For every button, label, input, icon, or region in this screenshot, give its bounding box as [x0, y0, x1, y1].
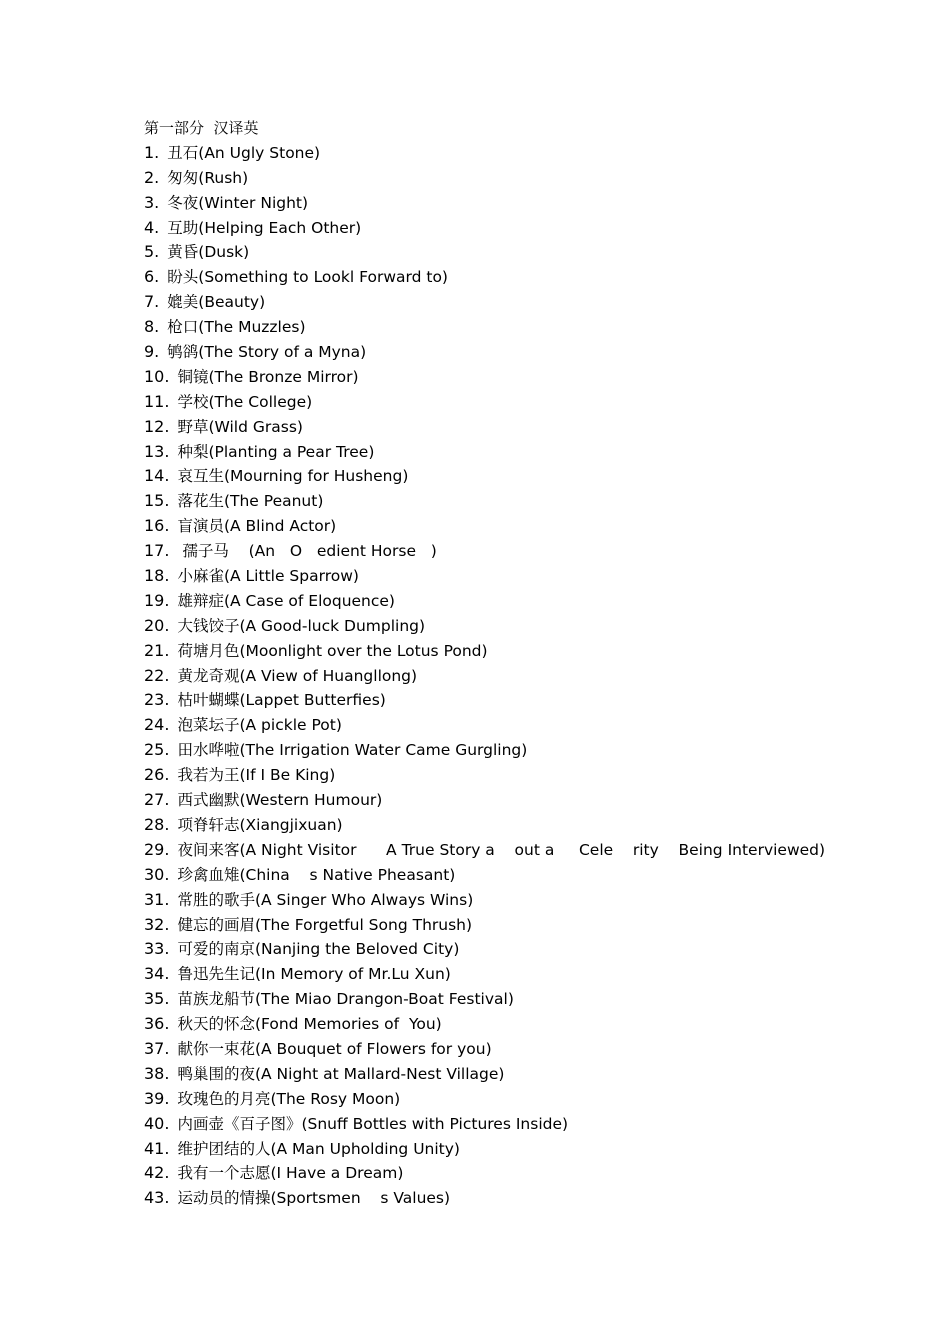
- item-number: 7.: [144, 292, 160, 312]
- list-item: [144, 489, 924, 514]
- list-item: [144, 365, 924, 390]
- item-number: 1.: [144, 142, 160, 162]
- list-item: [144, 763, 924, 788]
- list-item: [144, 913, 924, 938]
- list-item: [144, 1186, 924, 1211]
- chinese-title: 运动员的情操: [177, 1189, 271, 1208]
- list-item: [144, 514, 924, 539]
- chinese-title: 常胜的歌手: [177, 890, 255, 909]
- item-number: 25.: [144, 740, 170, 760]
- item-number: 10.: [144, 366, 170, 386]
- chinese-title: 玫瑰色的月亮: [177, 1089, 271, 1108]
- english-title: (The Bronze Mirror): [208, 367, 359, 386]
- chinese-title: 黄龙奇观: [177, 666, 240, 685]
- list-item: [144, 415, 924, 440]
- list-item: [144, 1161, 924, 1186]
- english-title: (An Ugly Stone): [198, 143, 321, 162]
- item-number: 11.: [144, 391, 170, 411]
- list-item: [144, 390, 924, 415]
- chinese-title: 荷塘月色: [177, 641, 240, 660]
- list-item: [144, 265, 924, 290]
- chinese-title: 铜镜: [177, 367, 209, 386]
- list-item: [144, 838, 924, 863]
- english-title: (The Muzzles): [198, 318, 306, 337]
- chinese-title: 枪口: [167, 318, 199, 337]
- item-number: 24.: [144, 715, 170, 735]
- english-title: (A Man Upholding Unity): [270, 1139, 460, 1158]
- list-item: [144, 1112, 924, 1137]
- chinese-title: 鲁迅先生记: [177, 965, 255, 984]
- list-item: [144, 216, 924, 241]
- item-number: 40.: [144, 1113, 170, 1133]
- item-number: 3.: [144, 192, 160, 212]
- item-number: 23.: [144, 690, 170, 710]
- chinese-title: 夜间来客: [177, 840, 240, 859]
- english-title: (I Have a Dream): [270, 1164, 404, 1183]
- chinese-title: 丑石: [167, 143, 199, 162]
- item-number: 34.: [144, 964, 170, 984]
- item-number: 6.: [144, 267, 160, 287]
- english-title: (The College): [208, 392, 313, 411]
- english-title: (Lappet Butterfies): [239, 691, 386, 710]
- chinese-title: 项脊轩志: [177, 815, 240, 834]
- chinese-title: 我若为王: [177, 766, 240, 785]
- list-item: [144, 1012, 924, 1037]
- list-item: [144, 290, 924, 315]
- chinese-title: 小麻雀: [177, 567, 224, 586]
- item-number: 15.: [144, 491, 170, 511]
- english-title: (Helping Each Other): [198, 218, 362, 237]
- item-number: 20.: [144, 615, 170, 635]
- list-item: [144, 639, 924, 664]
- english-title: (Planting a Pear Tree): [208, 442, 375, 461]
- english-title: (In Memory of Mr.Lu Xun): [254, 965, 451, 984]
- english-title: (A Blind Actor): [223, 517, 337, 536]
- item-number: 38.: [144, 1063, 170, 1083]
- chinese-title: 种梨: [177, 442, 209, 461]
- english-title: (A Singer Who Always Wins): [254, 890, 474, 909]
- list-item: [144, 340, 924, 365]
- chinese-title: 匆匆: [167, 168, 199, 187]
- list-item: [144, 564, 924, 589]
- item-number: 21.: [144, 640, 170, 660]
- list-item: [144, 788, 924, 813]
- item-number: 33.: [144, 939, 170, 959]
- item-number: 31.: [144, 889, 170, 909]
- list-item: [144, 664, 924, 689]
- list-item: [144, 863, 924, 888]
- list-item: [144, 937, 924, 962]
- list-item: [144, 589, 924, 614]
- english-title: (The Peanut): [223, 492, 324, 511]
- item-number: 37.: [144, 1038, 170, 1058]
- item-number: 32.: [144, 914, 170, 934]
- english-title: (Western Humour): [239, 791, 383, 810]
- chinese-title: 维护团结的人: [177, 1139, 271, 1158]
- translation-list: [144, 141, 924, 1211]
- item-number: 41.: [144, 1138, 170, 1158]
- item-number: 27.: [144, 790, 170, 810]
- chinese-title: 野草: [177, 417, 209, 436]
- list-item: [144, 813, 924, 838]
- english-title: (Something to Lookl Forward to): [198, 268, 448, 287]
- item-number: 16.: [144, 516, 170, 536]
- chinese-title: 冬夜: [167, 193, 199, 212]
- english-title: (The Irrigation Water Came Gurgling): [239, 741, 528, 760]
- chinese-title: 鸲鹆: [167, 343, 199, 362]
- chinese-title: 献你一束花: [177, 1039, 255, 1058]
- list-item: [144, 987, 924, 1012]
- english-title: (Moonlight over the Lotus Pond): [239, 641, 488, 660]
- english-title: (Rush): [198, 168, 249, 187]
- chinese-title: 落花生: [177, 492, 224, 511]
- english-title: (A Good-luck Dumpling): [239, 616, 426, 635]
- english-title: (The Miao Drangon-Boat Festival): [254, 990, 514, 1009]
- english-title: (A Bouquet of Flowers for you): [254, 1039, 492, 1058]
- list-item: [144, 440, 924, 465]
- chinese-title: 我有一个志愿: [177, 1164, 271, 1183]
- english-title: (A Night at Mallard-Nest Village): [254, 1064, 505, 1083]
- chinese-title: 秋天的怀念: [177, 1015, 255, 1034]
- english-title: (Wild Grass): [208, 417, 303, 436]
- chinese-title: 雄辩症: [177, 591, 224, 610]
- english-title: (A Little Sparrow): [223, 567, 359, 586]
- item-number: 9.: [144, 342, 160, 362]
- english-title: (The Forgetful Song Thrush): [254, 915, 473, 934]
- item-number: 35.: [144, 989, 170, 1009]
- item-number: 2.: [144, 167, 160, 187]
- list-item: [144, 464, 924, 489]
- list-item: [144, 1137, 924, 1162]
- chinese-title: 苗族龙船节: [177, 990, 255, 1009]
- item-number: 12.: [144, 416, 170, 436]
- english-title: (Dusk): [198, 243, 250, 262]
- list-item: [144, 1062, 924, 1087]
- chinese-title: 盲演员: [177, 517, 224, 536]
- list-item: [144, 539, 924, 564]
- item-number: 29.: [144, 839, 170, 859]
- list-item: [144, 141, 924, 166]
- chinese-title: 可爱的南京: [177, 940, 255, 959]
- item-number: 18.: [144, 566, 170, 586]
- english-title: (Sportsmen s Values): [270, 1189, 451, 1208]
- list-item: [144, 962, 924, 987]
- section-heading: 第一部分 汉译英: [144, 119, 259, 137]
- item-number: 5.: [144, 242, 160, 262]
- english-title: (If I Be King): [239, 766, 336, 785]
- chinese-title: 内画壶《百子图》: [177, 1114, 302, 1133]
- chinese-title: 枯叶蝴蝶: [177, 691, 240, 710]
- english-title: (Nanjing the Beloved City): [254, 940, 460, 959]
- list-item: [144, 713, 924, 738]
- list-item: [144, 614, 924, 639]
- chinese-title: 健忘的画眉: [177, 915, 255, 934]
- chinese-title: 盼头: [167, 268, 199, 287]
- english-title: (Xiangjixuan): [239, 815, 343, 834]
- list-item: [144, 191, 924, 216]
- english-title: (China s Native Pheasant): [239, 865, 456, 884]
- english-title: (Winter Night): [198, 193, 309, 212]
- english-title: (Snuff Bottles with Pictures Inside): [301, 1114, 569, 1133]
- list-item: [144, 315, 924, 340]
- document-body: [144, 116, 924, 1211]
- list-item: [144, 1037, 924, 1062]
- english-title: (A Case of Eloquence): [223, 591, 395, 610]
- item-number: 17.: [144, 541, 170, 561]
- item-number: 39.: [144, 1088, 170, 1108]
- item-number: 26.: [144, 765, 170, 785]
- chinese-title: 孺子马: [177, 542, 239, 561]
- english-title: (A View of Huangllong): [239, 666, 418, 685]
- chinese-title: 西式幽默: [177, 791, 240, 810]
- english-title: (Beauty): [198, 293, 266, 312]
- item-number: 22.: [144, 665, 170, 685]
- list-item: [144, 888, 924, 913]
- list-item: [144, 1087, 924, 1112]
- chinese-title: 学校: [177, 392, 209, 411]
- item-number: 30.: [144, 864, 170, 884]
- chinese-title: 哀互生: [177, 467, 224, 486]
- item-number: 19.: [144, 590, 170, 610]
- english-title: (Mourning for Husheng): [223, 467, 409, 486]
- english-title: (Fond Memories of You): [254, 1015, 442, 1034]
- chinese-title: 泡菜坛子: [177, 716, 240, 735]
- list-item: [144, 738, 924, 763]
- chinese-title: 鸭巢围的夜: [177, 1064, 255, 1083]
- item-number: 36.: [144, 1014, 170, 1034]
- english-title: (An O edient Horse ): [238, 542, 437, 561]
- list-item: [144, 688, 924, 713]
- english-title: (A Night Visitor A True Story a out a Cele rity Being Interviewed): [239, 840, 826, 859]
- list-item: [144, 240, 924, 265]
- item-number: 8.: [144, 317, 160, 337]
- chinese-title: 田水哗啦: [177, 741, 240, 760]
- english-title: (A pickle Pot): [239, 716, 342, 735]
- chinese-title: 互助: [167, 218, 199, 237]
- item-number: 28.: [144, 814, 170, 834]
- english-title: (The Story of a Myna): [198, 343, 367, 362]
- item-number: 42.: [144, 1163, 170, 1183]
- chinese-title: 媲美: [167, 293, 199, 312]
- item-number: 43.: [144, 1188, 170, 1208]
- item-number: 14.: [144, 466, 170, 486]
- chinese-title: 黄昏: [167, 243, 199, 262]
- chinese-title: 珍禽血雉: [177, 865, 240, 884]
- chinese-title: 大钱饺子: [177, 616, 240, 635]
- item-number: 13.: [144, 441, 170, 461]
- english-title: (The Rosy Moon): [270, 1089, 401, 1108]
- item-number: 4.: [144, 217, 160, 237]
- list-item: [144, 166, 924, 191]
